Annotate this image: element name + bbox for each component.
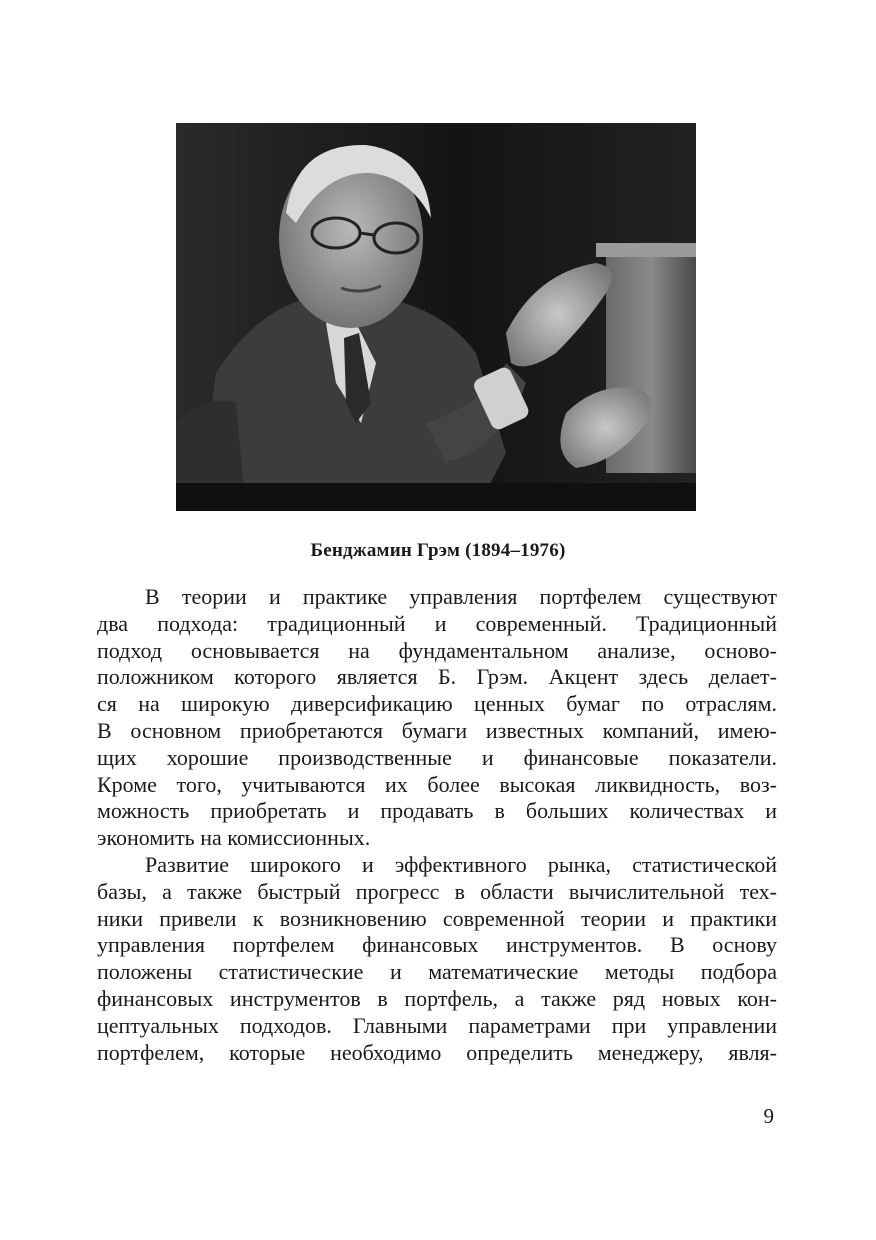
body-text bbox=[97, 584, 777, 1066]
text-line: экономить на комиссионных. bbox=[97, 825, 371, 851]
portrait-photo bbox=[176, 123, 696, 511]
text-line: финансовых инструментов в портфель, а также ряд новых кон- bbox=[97, 985, 777, 1011]
photo-caption: Бенджамин Грэм (1894–1976) bbox=[310, 540, 566, 561]
text-line: щих хорошие производственные и финансовые показатели. bbox=[97, 744, 777, 770]
text-line: В основном приобретаются бумаги известных компаний, имею- bbox=[97, 717, 777, 743]
text-line: подход основывается на фундаментальном анализе, осново- bbox=[97, 637, 777, 663]
paragraph-1 bbox=[97, 584, 777, 852]
text-line: два подхода: традиционный и современный. Традиционный bbox=[97, 610, 777, 636]
text-line: Развитие широкого и эффективного рынка, статистической bbox=[145, 851, 777, 877]
paragraph-2 bbox=[97, 852, 777, 1066]
text-line: портфелем, которые необходимо определить менеджеру, явля- bbox=[97, 1039, 777, 1065]
text-line: можность приобретать и продавать в больших количествах и bbox=[97, 798, 777, 824]
text-line: положены статистические и математические методы подбора bbox=[97, 959, 777, 985]
text-line: цептуальных подходов. Главными параметрами при управлении bbox=[97, 1012, 777, 1038]
portrait-illustration bbox=[176, 123, 696, 511]
page-number: 9 bbox=[763, 1104, 774, 1128]
text-line: ся на широкую диверсификацию ценных бумаг по отраслям. bbox=[97, 691, 777, 717]
text-line: положником которого является Б. Грэм. Акцент здесь делает- bbox=[97, 664, 777, 690]
text-line: базы, а также быстрый прогресс в области вычислительной тех- bbox=[97, 878, 777, 904]
text-line: В теории и практике управления портфелем существуют bbox=[145, 584, 777, 609]
text-line: управления портфелем финансовых инструментов. В основу bbox=[97, 932, 777, 958]
text-line: Кроме того, учитываются их более высокая ликвидность, воз- bbox=[97, 771, 777, 797]
text-line: ники привели к возникновению современной теории и практики bbox=[97, 905, 777, 931]
